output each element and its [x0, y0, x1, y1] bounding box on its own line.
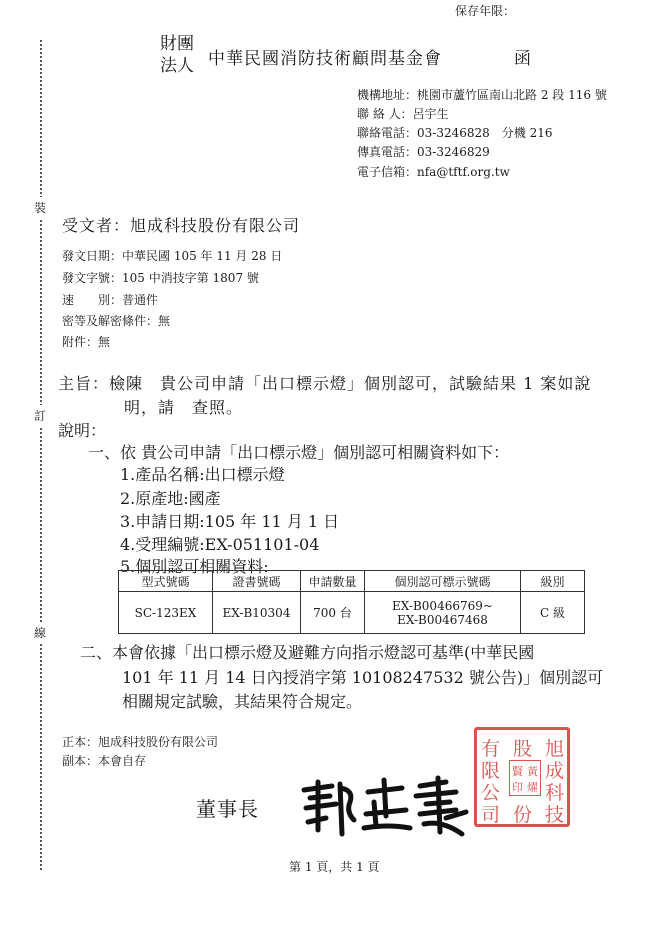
description-heading: 說明：: [58, 421, 107, 440]
org-name: 中華民國消防技術顧問基金會: [208, 49, 442, 69]
issue-number: 發文字號：105 中消技字第 1807 號: [62, 271, 259, 285]
seal-char-xu: 旭: [545, 738, 565, 760]
issue-date: 發文日期：中華民國 105 年 11 月 28 日: [62, 249, 283, 263]
cell-label-numbers: [365, 592, 521, 634]
item-product-name: 1.產品名稱:出口標示燈: [120, 465, 285, 484]
delivery-speed: 速 別：普通件: [62, 293, 159, 307]
copy-recipient: 副本：本會自存: [62, 754, 147, 768]
contact-email-label: 電子信箱：: [357, 165, 418, 179]
seal-inner-xian: 賢: [512, 765, 523, 778]
subject-line2: 明，請 查照。: [124, 398, 244, 417]
seal-char-ke: 科: [545, 782, 565, 804]
seal-char-xian: 限: [481, 760, 501, 782]
binding-mark-ding: 訂: [34, 405, 46, 426]
contact-phone-label: 聯絡電話：: [357, 126, 418, 140]
contact-address-value: 桃園市蘆竹區南山北路 2 段 116 號: [417, 88, 607, 102]
page-number: 第 1 頁，共 1 頁: [289, 860, 380, 874]
seal-char-ji: 技: [545, 804, 565, 826]
doc-type: 函: [514, 49, 531, 69]
contact-fax: [357, 143, 490, 160]
seal-char-cheng: 成: [545, 760, 565, 782]
th-grade: 級別: [521, 571, 585, 592]
contact-address-label: 機構地址：: [357, 88, 418, 102]
contact-email: [357, 163, 510, 180]
contact-phone-value: 03-3246828 分機 216: [417, 126, 553, 140]
contact-person-value: 呂宇生: [412, 107, 449, 121]
binding-mark-xian: 線: [34, 622, 46, 643]
chairman-signature: [296, 772, 476, 840]
seal-inner-huang: 黃: [527, 765, 538, 778]
item-application-date: 3.申請日期:105 年 11 月 1 日: [120, 512, 340, 531]
contact-email-value: nfa@tftf.org.tw: [417, 165, 510, 179]
approval-table: [118, 570, 585, 634]
cell-quantity: 700 台: [301, 592, 365, 634]
th-label-numbers: 個別認可標示號碼: [365, 571, 521, 592]
signature-scribble-icon: [296, 772, 476, 840]
item-acceptance-number: 4.受理編號:EX-051101-04: [120, 535, 320, 554]
cell-grade: C 級: [521, 592, 585, 634]
retention-period: 保存年限：: [455, 4, 516, 18]
org-type-line1: 財團: [160, 34, 194, 54]
contact-fax-label: 傳真電話：: [357, 145, 418, 159]
seal-char-fen: 份: [513, 804, 533, 826]
item-approval-data: 5.個別認可相關資料:: [120, 557, 269, 576]
seal-char-gu: 股: [513, 738, 533, 760]
table-header-row: [119, 571, 585, 592]
th-certificate: 證書號碼: [213, 571, 301, 592]
description-point1: 一、依 貴公司申請「出口標示燈」個別認可相關資料如下：: [88, 443, 510, 462]
seal-char-you: 有: [481, 738, 501, 760]
seal-inner-yao: 燿: [527, 781, 538, 794]
description-point2-line2: 101 年 11 月 14 日內授消字第 10108247532 號公告)」個別認可: [122, 668, 604, 687]
item-origin: 2.原產地:國產: [120, 489, 221, 508]
org-type-line2: 法人: [160, 56, 194, 76]
contact-fax-value: 03-3246829: [417, 145, 490, 159]
description-point2-line3: 相關規定試驗，其結果符合規定。: [122, 692, 363, 711]
contact-person: [357, 105, 449, 122]
binding-mark-zhuang: 裝: [34, 197, 46, 218]
original-recipient: 正本：旭成科技股份有限公司: [62, 735, 219, 749]
secrecy-level: 密等及解密條件：無: [62, 314, 171, 328]
th-model: 型式號碼: [119, 571, 213, 592]
attachments: 附件：無: [62, 335, 111, 349]
seal-char-si: 司: [481, 804, 501, 826]
label-number-to: EX-B00467468: [397, 612, 488, 627]
seal-inner-yin: 印: [512, 781, 523, 794]
th-quantity: 申請數量: [301, 571, 365, 592]
binding-dotted-line: [40, 40, 42, 870]
recipient: 受文者：旭成科技股份有限公司: [62, 216, 301, 235]
cell-model: SC-123EX: [119, 592, 213, 634]
description-point2-line1: 二、本會依據「出口標示燈及避難方向指示燈認可基準(中華民國: [80, 643, 535, 662]
seal-char-gong: 公: [481, 782, 501, 804]
cell-certificate: EX-B10304: [213, 592, 301, 634]
subject-line1: 主旨：檢陳 貴公司申請「出口標示燈」個別認可，試驗結果 1 案如說: [58, 374, 592, 393]
table-row: [119, 592, 585, 634]
seal-inner-box: [509, 760, 541, 796]
company-seal: [474, 727, 570, 827]
contact-address: [357, 86, 607, 103]
label-number-from: EX-B00466769~: [392, 598, 493, 613]
contact-person-label: 聯 絡 人：: [357, 107, 413, 121]
chairman-title: 董事長: [196, 797, 259, 821]
contact-phone: [357, 124, 553, 141]
